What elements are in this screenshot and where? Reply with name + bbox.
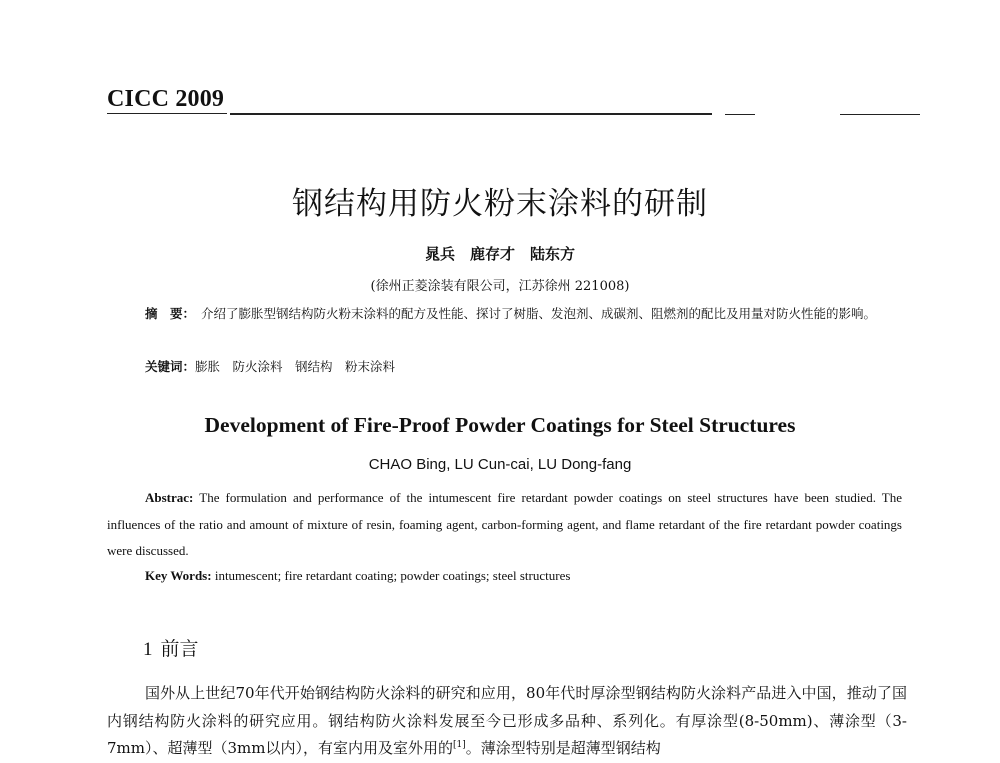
header-rule [840,114,920,115]
citation-ref: [1] [452,740,466,750]
affiliation-cn: (徐州正菱涂装有限公司，江苏徐州 221008) [370,279,630,294]
header-rule [107,113,227,114]
keywords-en-label: Key Words: [145,568,212,583]
authors-cn: 晁兵 鹿存才 陆东方 [424,245,575,263]
keywords-cn-text: 膨胀 防火涂料 钢结构 粉末涂料 [195,359,396,374]
section-number: 1 [143,639,153,660]
keywords-cn [145,357,395,375]
authors-en: CHAO Bing, LU Cun-cai, LU Dong-fang [368,456,632,473]
paper-title-cn: 钢结构用防火粉末涂料的研制 [292,186,708,222]
keywords-cn-label: 关键词： [145,359,196,374]
abstract-cn-text: 介绍了膨胀型钢结构防火粉末涂料的配方及性能、探讨了树脂、发泡剂、成碳剂、阻燃剂的配比及用量对防火性能的影响。 [201,306,877,321]
keywords-en-text: intumescent; fire retardant coating; powder coatings; steel structures [214,568,571,583]
header-rule [725,114,755,115]
abstract-en-label: Abstrac: [145,490,194,505]
abstract-cn [107,302,907,325]
section-title: 前言 [160,638,199,660]
abstract-en [107,485,902,565]
section-heading [143,634,199,661]
keywords-en [145,568,570,584]
paper-title-en: Development of Fire-Proof Powder Coatings for Steel Structures [204,413,796,437]
abstract-en-text: The formulation and performance of the intumescent fire retardant powder coatings on steel structures have been studied. The influences of the ratio and amount of mixture of resin, foaming agent, carbon-forming agent, and flame retardant of the fire retardant powder coatings were discussed. [107,490,903,558]
header-rule [230,113,712,115]
running-header: CICC 2009 [107,86,225,112]
body-paragraph [107,680,907,763]
body-text: 国外从上世纪70年代开始钢结构防火涂料的研究和应用，80年代时厚涂型钢结构防火涂料产品进入中国，推动了国内钢结构防火涂料的研究应用。钢结构防火涂料发展至今已形成多品种、系列化。有厚涂型(8-50mm)、薄涂型（3-7mm）、超薄型（3mm以内），有室内用及室外用的 [107,684,907,757]
body-text-cont: 。薄涂型特别是超薄型钢结构 [465,739,661,757]
abstract-cn-label: 摘 要： [145,306,196,321]
